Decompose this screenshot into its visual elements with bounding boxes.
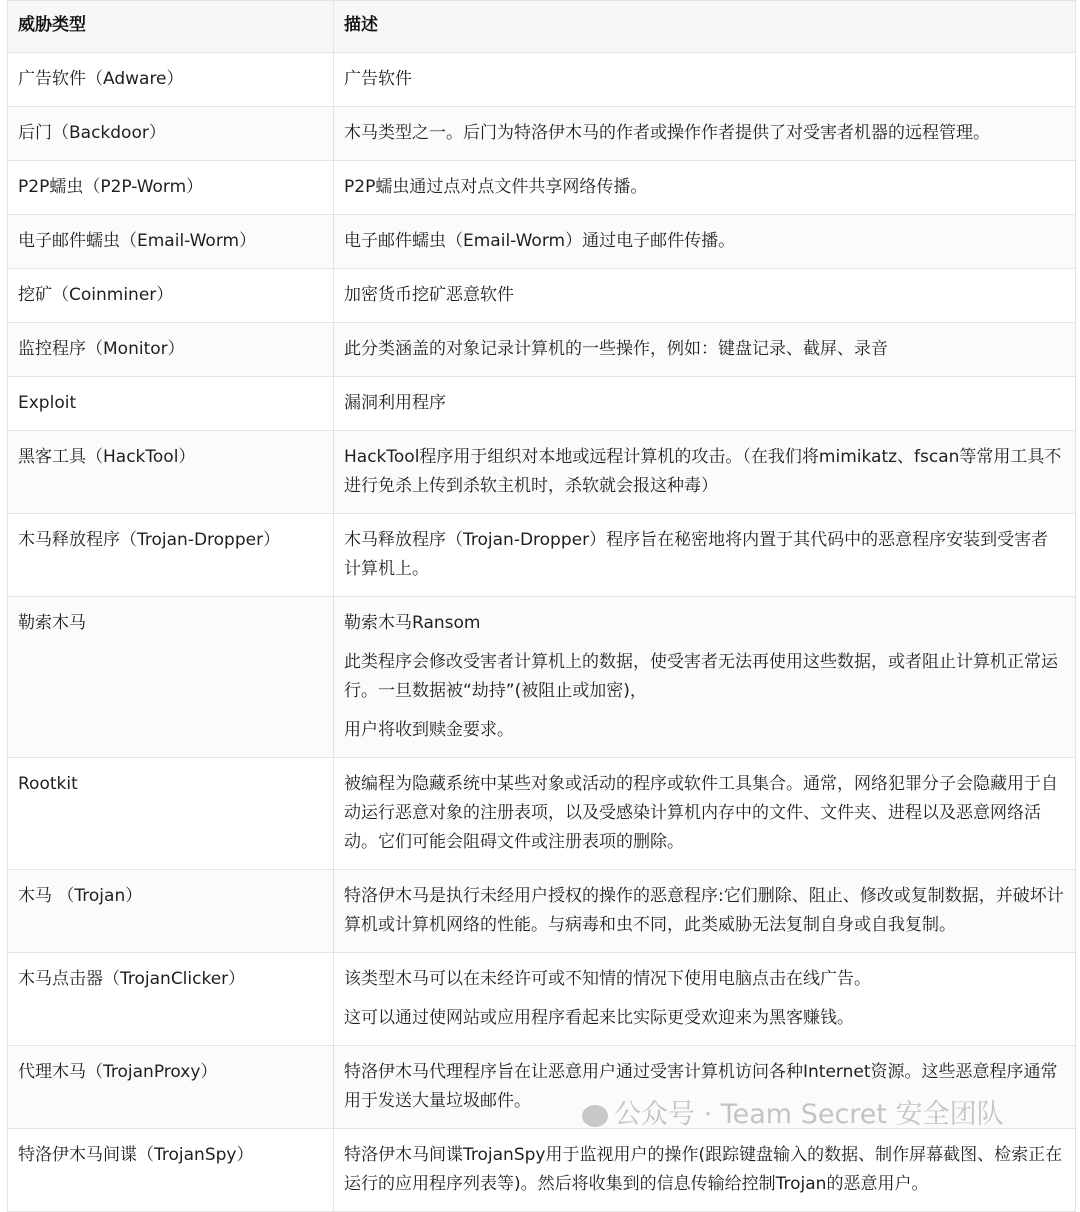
description-paragraph: HackTool程序用于组织对本地或远程计算机的攻击。（在我们将mimikatz、fscan等常用工具不进行免杀上传到杀软主机时，杀软就会报这种毒） <box>344 447 1062 496</box>
description-cell <box>334 597 1076 758</box>
description-paragraph: 木马释放程序（Trojan-Dropper）程序旨在秘密地将内置于其代码中的恶意程序安装到受害者计算机上。 <box>344 530 1049 579</box>
description-cell <box>334 953 1076 1046</box>
description-paragraph: 该类型木马可以在未经许可或不知情的情况下使用电脑点击在线广告。 <box>344 969 871 989</box>
threat-type-cell: 代理木马（TrojanProxy） <box>8 1046 334 1129</box>
threat-type-cell: Rootkit <box>8 758 334 870</box>
description-cell <box>334 161 1076 215</box>
description-paragraph: 被编程为隐藏系统中某些对象或活动的程序或软件工具集合。通常，网络犯罪分子会隐藏用于自动运行恶意对象的注册表项，以及受感染计算机内存中的文件、文件夹、进程以及恶意网络活动。它们可能会阻碍文件或注册表项的删除。 <box>344 774 1058 852</box>
threat-type-cell: P2P蠕虫（P2P-Worm） <box>8 161 334 215</box>
threat-type-cell: 挖矿（Coinminer） <box>8 269 334 323</box>
threat-type-cell: 木马释放程序（Trojan-Dropper） <box>8 514 334 597</box>
description-paragraph: 此类程序会修改受害者计算机上的数据，使受害者无法再使用这些数据，或者阻止计算机正常运行。一旦数据被“劫持”(被阻止或加密)， <box>344 652 1058 701</box>
description-paragraph: 特洛伊木马间谍TrojanSpy用于监视用户的操作(跟踪键盘输入的数据、制作屏幕截图、检索正在运行的应用程序列表等)。然后将收集到的信息传输给控制Trojan的恶意用户。 <box>344 1145 1063 1194</box>
threat-type-cell: 木马点击器（TrojanClicker） <box>8 953 334 1046</box>
description-paragraph: 用户将收到赎金要求。 <box>344 720 514 740</box>
table-header-row <box>8 1 1076 53</box>
header-threat-type: 威胁类型 <box>8 1 334 53</box>
table-row <box>8 1129 1076 1212</box>
threat-types-table <box>7 0 1076 1212</box>
threat-type-cell: 监控程序（Monitor） <box>8 323 334 377</box>
table-row <box>8 1046 1076 1129</box>
threat-type-cell: 木马 （Trojan） <box>8 870 334 953</box>
description-cell <box>334 107 1076 161</box>
description-cell <box>334 1046 1076 1129</box>
threat-type-cell: 广告软件（Adware） <box>8 53 334 107</box>
table-row <box>8 323 1076 377</box>
description-paragraph: 漏洞利用程序 <box>344 393 446 413</box>
description-paragraph: 这可以通过使网站或应用程序看起来比实际更受欢迎来为黑客赚钱。 <box>344 1008 854 1028</box>
description-cell <box>334 1129 1076 1212</box>
table-row <box>8 53 1076 107</box>
description-paragraph: 广告软件 <box>344 69 412 89</box>
header-description: 描述 <box>334 1 1076 53</box>
description-cell <box>334 269 1076 323</box>
description-paragraph: 电子邮件蠕虫（Email-Worm）通过电子邮件传播。 <box>344 231 736 251</box>
table-row <box>8 215 1076 269</box>
table-row <box>8 514 1076 597</box>
description-paragraph: 勒索木马Ransom <box>344 613 481 633</box>
watermark-text: 公众号 · Team Secret 安全团队 <box>614 1099 1004 1130</box>
table-row <box>8 161 1076 215</box>
table-row <box>8 377 1076 431</box>
threat-type-cell: 勒索木马 <box>8 597 334 758</box>
description-paragraph: 木马类型之一。后门为特洛伊木马的作者或操作作者提供了对受害者机器的远程管理。 <box>344 123 990 143</box>
threat-type-cell: 特洛伊木马间谍（TrojanSpy） <box>8 1129 334 1212</box>
description-cell <box>334 323 1076 377</box>
description-cell <box>334 758 1076 870</box>
description-cell <box>334 870 1076 953</box>
description-cell <box>334 514 1076 597</box>
table-row <box>8 953 1076 1046</box>
description-cell <box>334 53 1076 107</box>
table-row <box>8 107 1076 161</box>
description-paragraph: 此分类涵盖的对象记录计算机的一些操作，例如：键盘记录、截屏、录音 <box>344 339 888 359</box>
description-paragraph: 特洛伊木马是执行未经用户授权的操作的恶意程序:它们删除、阻止、修改或复制数据，并破坏计算机或计算机网络的性能。与病毒和虫不同，此类威胁无法复制自身或自我复制。 <box>344 886 1064 935</box>
table-row <box>8 597 1076 758</box>
table-row <box>8 758 1076 870</box>
threat-type-cell: 黑客工具（HackTool） <box>8 431 334 514</box>
table-row <box>8 870 1076 953</box>
description-paragraph: P2P蠕虫通过点对点文件共享网络传播。 <box>344 177 648 197</box>
threat-type-cell: 后门（Backdoor） <box>8 107 334 161</box>
description-paragraph: 加密货币挖矿恶意软件 <box>344 285 514 305</box>
description-cell <box>334 431 1076 514</box>
table-row <box>8 431 1076 514</box>
description-cell <box>334 215 1076 269</box>
description-cell <box>334 377 1076 431</box>
description-paragraph: 特洛伊木马代理程序旨在让恶意用户通过受害计算机访问各种Internet资源。这些恶意程序通常用于发送大量垃圾邮件。 <box>344 1062 1058 1111</box>
table-row <box>8 269 1076 323</box>
threat-type-cell: 电子邮件蠕虫（Email-Worm） <box>8 215 334 269</box>
threat-type-cell: Exploit <box>8 377 334 431</box>
